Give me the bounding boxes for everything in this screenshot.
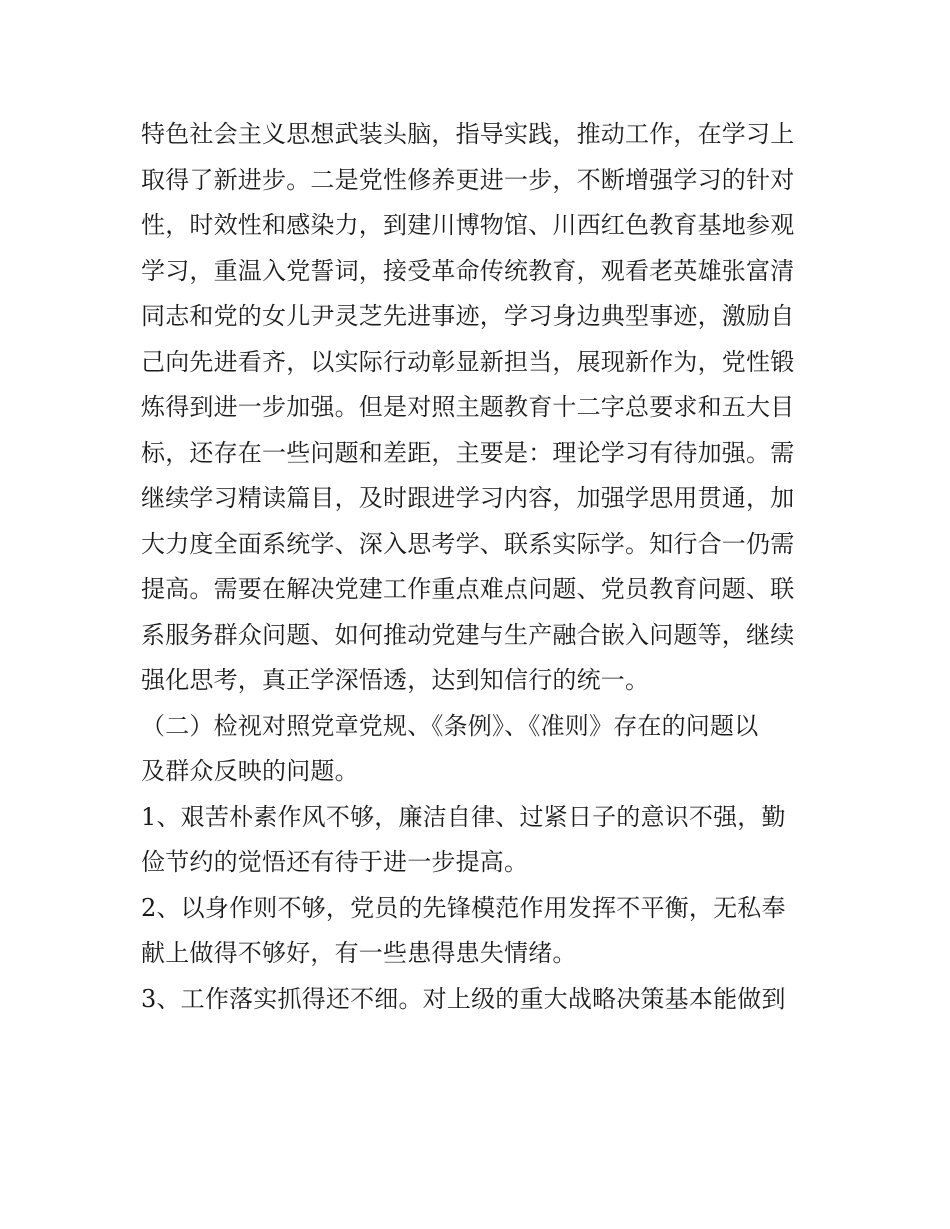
text-line: 强化思考，真正学深悟透，达到知信行的统一。 <box>141 666 650 694</box>
text-line: 己向先进看齐，以实际行动彰显新担当，展现新作为，党性锻 <box>141 347 795 376</box>
text-line: 炼得到进一步加强。但是对照主题教育十二字总要求和五大目 <box>141 393 795 421</box>
body-text <box>141 112 821 1022</box>
text-line: 系服务群众问题、如何推动党建与生产融合嵌入问题等，继续 <box>141 620 795 649</box>
text-line: 及群众反映的问题。 <box>141 757 359 785</box>
text-line: 取得了新进步。二是党性修养更进一步，不断增强学习的针对 <box>141 165 795 194</box>
text-line: 学习，重温入党誓词，接受革命传统教育，观看老英雄张富清 <box>141 256 795 285</box>
text-line: 性，时效性和感染力，到建川博物馆、川西红色教育基地参观 <box>141 211 795 239</box>
text-line: 同志和党的女儿尹灵芝先进事迹，学习身边典型事迹，激励自 <box>141 302 795 330</box>
text-line: 特色社会主义思想武装头脑，指导实践，推动工作，在学习上 <box>141 120 795 148</box>
text-line: 献上做得不够好，有一些患得患失情绪。 <box>141 939 577 967</box>
text-line: 继续学习精读篇目，及时跟进学习内容，加强学思用贯通，加 <box>141 484 795 512</box>
list-item: 1、艰苦朴素作风不够，廉洁自律、过紧日子的意识不强，勤 <box>141 802 786 831</box>
text-line: 俭节约的觉悟还有待于进一步提高。 <box>141 848 529 876</box>
text-line: 提高。需要在解决党建工作重点难点问题、党员教育问题、联 <box>141 575 795 603</box>
list-item: 2、以身作则不够，党员的先锋模范作用发挥不平衡，无私奉 <box>141 893 786 922</box>
section-heading: （二）检视对照党章党规、《条例》、《准则》存在的问题以 <box>141 711 759 740</box>
text-line: 大力度全面系统学、深入思考学、联系实际学。知行合一仍需 <box>141 529 795 558</box>
list-item: 3、工作落实抓得还不细。对上级的重大战略决策基本能做到 <box>141 984 786 1013</box>
text-line: 标，还存在一些问题和差距，主要是：理论学习有待加强。需 <box>141 438 795 467</box>
